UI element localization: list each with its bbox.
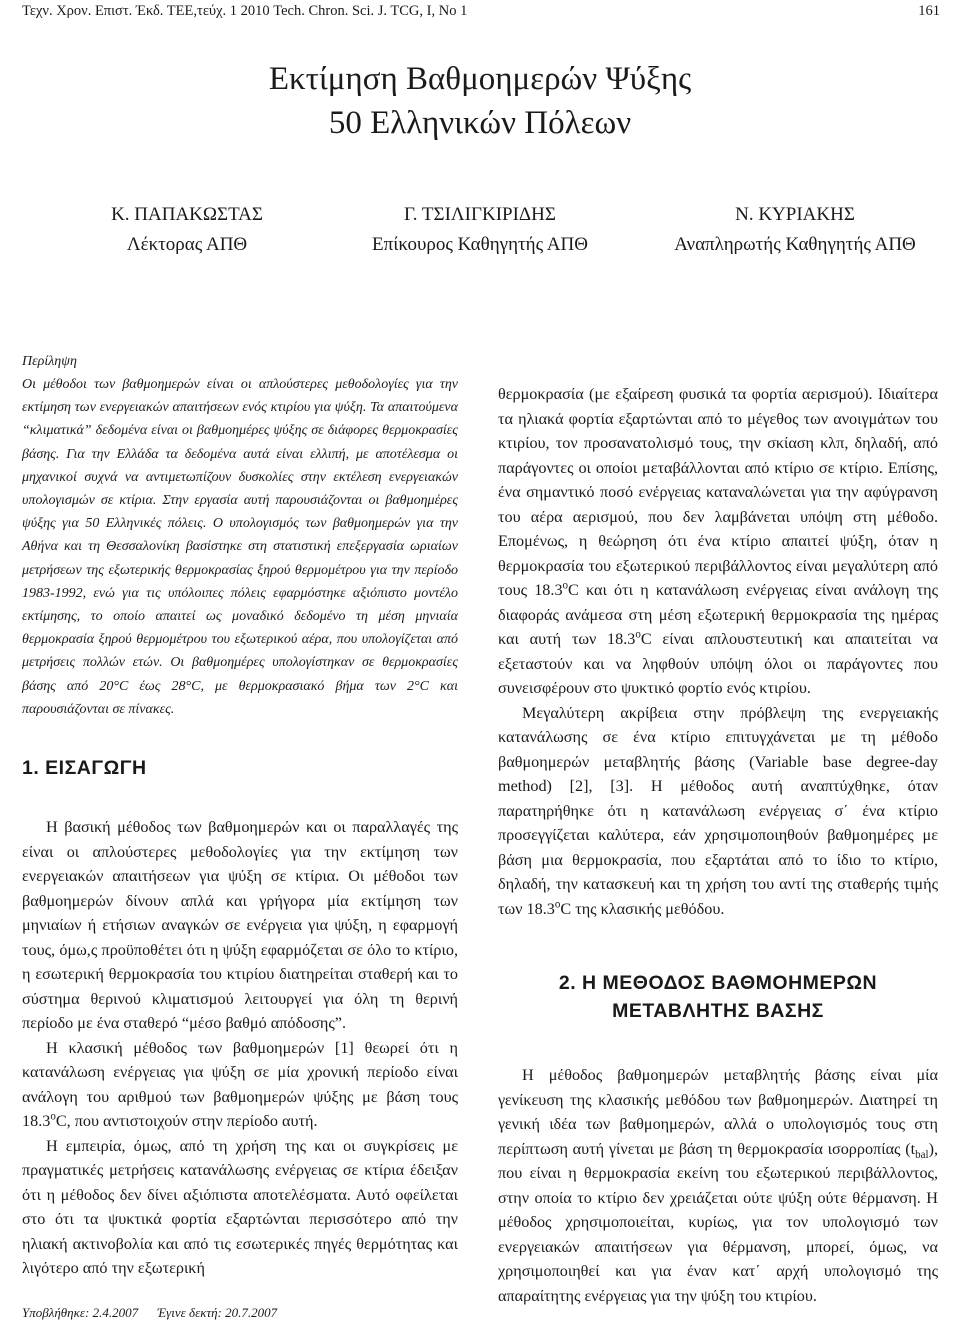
author-1 [22, 200, 352, 260]
author-role: Λέκτορας ΑΠΘ [126, 234, 248, 255]
journal-header: Τεχν. Χρον. Επιστ. Έκδ. ΤΕΕ,τεύχ. 1 2010 Tech. Chron. Sci. J. TCG, I, No 1 [22, 3, 468, 19]
author-role: Αναπληρωτής Καθηγητής ΑΠΘ [674, 234, 916, 255]
author-name: Κ. ΠΑΠΑΚΩΣΤΑΣ [111, 204, 263, 225]
author-2 [315, 200, 645, 260]
method-paragraph-1: Η μέθοδος βαθμοημερών μεταβλητής βάσης είναι μία γενίκευση της κλασικής μεθόδου των βαθμοημερών. Διατηρεί τη γενική ιδέα των βαθμοημερών, αλλά ο υπολογισμός τους στη περίπτωση αυτή γίνεται με βάση τη θερμοκρασία ισορροπίας $(t_{bal})$, που είναι η θερμοκρασία εκείνη του εξωτερικού περιβάλλοντος, στην οποία το κτίριο δεν χρειάζεται ούτε ψύξη ούτε θέρμανση. Η μέθοδος χρησιμοποιείται, κυρίως, για τον υπολογισμό των ενεργειακών απαιτήσεων για θέρμανση, μπορεί, όμως, να χρησιμοποιηθεί και για έναν κατ΄ αρχή υπολογισμό της απαραίτητης ενέργειας για την ψύξη του κτιρίου. [498, 1066, 938, 1305]
paper-title-line2: 50 Ελληνικών Πόλεων [328, 105, 632, 141]
paper-title-line1: Εκτίμηση Βαθμοημερών Ψύξης [268, 61, 692, 97]
author-name: Ν. ΚΥΡΙΑΚΗΣ [735, 204, 855, 225]
intro-paragraph-2: Η κλασική μέθοδος των βαθμοημερών [1] θεωρεί ότι η κατανάλωση ενέργειας για ψύξη σε μία χρονική περίοδο είναι ανάλογη του αριθμού των βαθμοημερών ψύξης με βάση τους $18.3^oC$, που αντιστοιχούν στην περίοδο αυτή. [22, 1038, 458, 1131]
intro-paragraph-1: Η βασική μέθοδος των βαθμοημερών και οι παραλλαγές της είναι οι απλούστερες μεθοδολογίες για την εκτίμηση των ενεργειακών απαιτήσεων για ψύξη σε κτίρια. Οι μέθοδοι των βαθμοημερών δίνουν απλά και γρήγορα μία εκτίμηση των μηνιαίων ή ετήσιων αναγκών σε ενέργεια για ψύξη, η εφαρμογή τους, όμω,ς προϋποθέτει ότι η ψύξη εφαρμόζεται σε όλο το κτίριο, η εσωτερική θερμοκρασία του κτιρίου διατηρείται σταθερή και το σύστημα θερινού κλιματισμού λειτουργεί για όλη τη θερινή περίοδο με ένα σταθερό “μέσο βαθμό απόδοσης”. [22, 818, 458, 1033]
intro-paragraph-3-continued: θερμοκρασία (με εξαίρεση φυσικά τα φορτία αερισμού). Ιδιαίτερα τα ηλιακά φορτία εξαρτώνται από το μέγεθος των ανοιγμάτων του κτιρίου, τον προσανατολισμό τους, την σκίαση κλπ, δηλαδή, από παράγοντες οι οποίοι μεταβάλλονται από κτίριο σε κτίριο. Επίσης, ένα σημαντικό ποσό ενέργειας καταναλώνεται για την αφύγρανση του αέρα αερισμού, που δεν λαμβάνεται υπόψη στη μέθοδο. Επομένως, η θεώρηση ότι ένα κτίριο απαιτεί ψύξη, όταν η θερμοκρασία του εξωτερικού περιβάλλοντος είναι μεγαλύτερη από τους $18.3^oC$ και ότι η κατανάλωση ενέργειας είναι ανάλογη της διαφοράς ανάμεσα στη μέση εξωτερική θερμοκρασία της ημέρας και αυτή των $18.3^oC$ είναι απλουστευτική και απαιτείται να εξεταστούν και να ληφθούν υπόψη όλοι οι παράγοντες που συνεισφέρουν στο ψυκτικό φορτίο ενός κτιρίου. [498, 385, 938, 697]
right-column [498, 382, 938, 1308]
section-1-heading: 1. ΕΙΣΑΓΩΓΗ [22, 757, 147, 780]
author-name: Γ. ΤΣΙΛΙΓΚΙΡΙΔΗΣ [404, 204, 556, 225]
page-number: 161 [918, 3, 940, 19]
abstract-text: Οι μέθοδοι των βαθμοημερών είναι οι απλούστερες μεθοδολογίες για την εκτίμηση των ενεργειακών απαιτήσεων ενός κτιρίου για ψύξη. Τα απαιτούμενα “κλιματικά” δεδομένα είναι οι βαθμοημέρες ψύξης σε διάφορες θερμοκρασίες βάσης. Για την Ελλάδα τα δεδομένα αυτά είναι ελλιπή, με αποτέλεσμα οι μηχανικοί συχνά να αντιμετωπίζουν δυσκολίες στην εκτέλεση ενεργειακών υπολογισμών σε κτίρια. Στην εργασία αυτή παρουσιάζονται οι βαθμοημέρες ψύξης για 50 Ελληνικές πόλεις. Ο υπολογισμός των βαθμοημερών για την Αθήνα και τη Θεσσαλονίκη βασίστηκε στη στατιστική επεξεργασία ωριαίων μετρήσεων της εξωτερικής θερμοκρασίας ξηρού θερμομέτρου για την περίοδο 1983-1992, ενώ για τις υπόλοιπες πόλεις εφαρμόστηκε αξιόπιστο μοντέλο εκτίμησης, το οποίο απαιτεί ως μοναδικό δεδομένο τη μέση μηνιαία θερμοκρασία ξηρού θερμομέτρου του εξωτερικού αέρα, που υπολογίζεται από μετρήσεις πολλών ετών. Οι βαθμοημέρες υπολογίστηκαν σε θερμοκρασίες βάσης από 20°C έως 28°C, με θερμοκρασιακό βήμα των 2°C και παρουσιάζονται σε πίνακες. [22, 377, 458, 717]
submitted-date: Υποβλήθηκε: 2.4.2007 [22, 1305, 139, 1320]
intro-paragraph-4: Μεγαλύτερη ακρίβεια στην πρόβλεψη της ενεργειακής κατανάλωσης σε ένα κτίριο επιτυγχάνεται με τη μέθοδο βαθμοημερών μεταβλητής βάσης (Variable base degree-day method) [2], [3]. Η μέθοδος αυτή αναπτύχθηκε, όταν παρατηρήθηκε ότι η κατανάλωση ενέργειας σ΄ ένα κτίριο προσεγγίζεται καλύτερα, εάν χρησιμοποιηθούν βαθμοημέρες με βάση μια θερμοκρασία, που εξαρτάται από το ίδιο το κτίριο, δηλαδή, την κατασκευή και τη χρήση του αντί της σταθερής τιμής των $18.3^oC$ της κλασικής μεθόδου. [498, 703, 938, 918]
section-2-heading: 2. Η ΜΕΘΟΔΟΣ ΒΑΘΜΟΗΜΕΡΩΝ ΜΕΤΑΒΛΗΤΗΣ ΒΑΣΗΣ [558, 972, 878, 1022]
submission-dates [22, 1305, 293, 1321]
accepted-date: Έγινε δεκτή: 20.7.2007 [157, 1305, 278, 1320]
intro-paragraph-3: Η εμπειρία, όμως, από τη χρήση της και οι συγκρίσεις με πραγματικές μετρήσεις κατανάλωσης ενέργειας σε κτίρια έδειξαν ότι η μέθοδος δεν δίνει αξιόπιστα αποτελέσματα. Αυτό οφείλεται στο ότι τα ψυκτικά φορτία εξαρτώνται περισσότερο από την ηλιακή ακτινοβολία και από τις εσωτερικές πηγές θερμότητας και λιγότερο από την εξωτερική [22, 1136, 458, 1278]
left-column [22, 350, 458, 1281]
abstract-title: Περίληψη [22, 354, 77, 369]
author-3 [630, 200, 960, 260]
author-role: Επίκουρος Καθηγητής ΑΠΘ [372, 234, 588, 255]
